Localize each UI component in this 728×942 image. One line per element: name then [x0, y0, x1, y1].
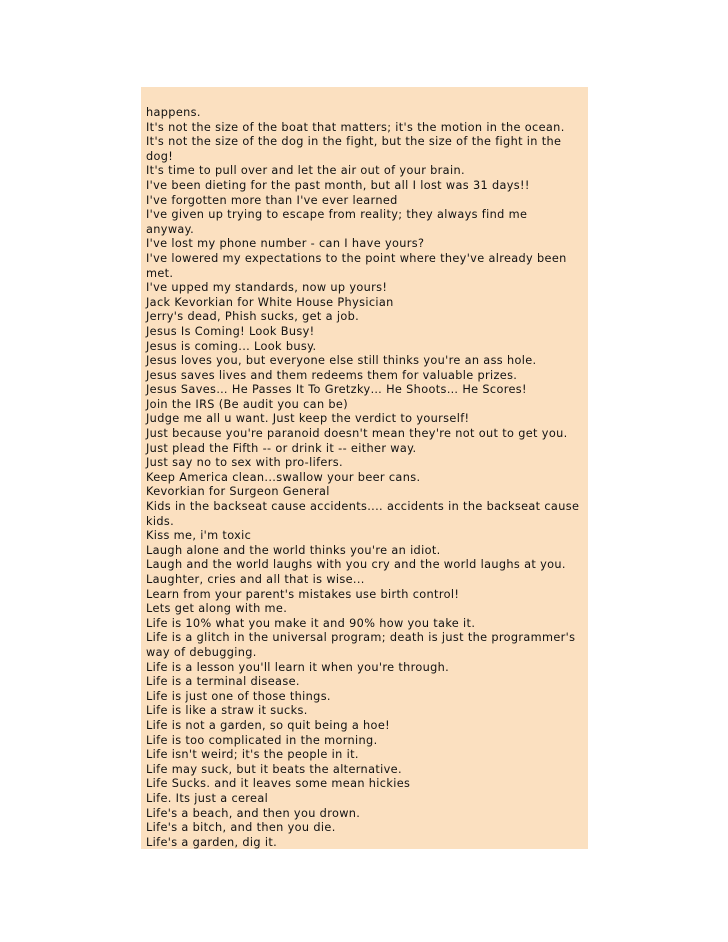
text-line: Jesus loves you, but everyone else still thinks you're an ass hole. [146, 354, 537, 368]
text-line: Jesus is coming... Look busy. [146, 339, 317, 353]
text-line: way of debugging. [146, 645, 257, 659]
text-line: anyway. [146, 222, 195, 236]
text-line: Life is a glitch in the universal program; death is just the programmer's [146, 631, 576, 645]
text-line: Laugh and the world laughs with you cry and the world laughs at you. [146, 558, 566, 572]
text-line: Laughter, cries and all that is wise... [146, 573, 365, 586]
text-line: Jesus saves lives and them redeems them for valuable prizes. [146, 368, 518, 382]
text-line: Life is 10% what you make it and 90% how you take it. [146, 616, 476, 630]
text-line: Life may suck, but it beats the alternative. [146, 762, 402, 776]
text-line: Jerry's dead, Phish sucks, get a job. [146, 310, 360, 324]
text-line: Jesus Saves… He Passes It To Gretzky… He Shoots… He Scores! [146, 383, 527, 397]
text-line: Life is a terminal disease. [146, 675, 300, 689]
text-line: Learn from your parent's mistakes use birth control! [146, 587, 460, 601]
text-line: Just say no to sex with pro-lifers. [146, 456, 343, 470]
text-line: Judge me all u want. Just keep the verdict to yourself! [146, 412, 470, 426]
text-line: Life's a beach, and then you drown. [146, 806, 361, 820]
text-line: I've forgotten more than I've ever learned [146, 193, 398, 207]
text-line: I've lowered my expectations to the point where they've already been [146, 251, 567, 265]
text-line: Lets get along with me. [146, 602, 288, 616]
text-line: met. [146, 266, 174, 280]
text-line: I've been dieting for the past month, but all I lost was 31 days!! [146, 178, 530, 192]
text-line: I've given up trying to escape from reality; they always find me [146, 208, 528, 222]
text-line: Life is not a garden, so quit being a hoe! [146, 718, 390, 732]
text-line: Life's a garden, dig it. [146, 835, 278, 849]
text-line: Life is a lesson you'll learn it when you're through. [146, 660, 450, 674]
text-line: Life's a bitch, and then you die. [146, 821, 336, 835]
text-line: Join the IRS (Be audit you can be) [146, 397, 348, 411]
text-line: Laugh alone and the world thinks you're an idiot. [146, 543, 441, 557]
text-line: Life is too complicated in the morning. [146, 733, 378, 747]
text-line: I've lost my phone number - can I have yours? [146, 237, 425, 251]
text-line: Life is just one of those things. [146, 689, 331, 703]
text-line: I've upped my standards, now up yours! [146, 281, 388, 295]
quote-text-block [141, 87, 588, 849]
text-line: Life. Its just a cereal [146, 791, 269, 805]
text-line: Keep America clean...swallow your beer cans. [146, 470, 421, 484]
text-line: It's time to pull over and let the air out of your brain. [146, 164, 465, 178]
text-line: kids. [146, 514, 175, 528]
text-line: It's not the size of the dog in the fight, but the size of the fight in the [146, 135, 562, 149]
text-line: dog! [146, 149, 174, 163]
text-line: Jack Kevorkian for White House Physician [146, 295, 394, 309]
text-line: happens. [146, 106, 201, 119]
text-line: Life isn't weird; it's the people in it. [146, 748, 359, 762]
text-line: Kids in the backseat cause accidents.... accidents in the backseat cause [146, 500, 580, 514]
text-line: It's not the size of the boat that matters; it's the motion in the ocean. [146, 120, 565, 134]
text-line: Life is like a straw it sucks. [146, 704, 308, 718]
text-line: Just because you're paranoid doesn't mean they're not out to get you. [146, 427, 568, 441]
text-line: Kevorkian for Surgeon General [146, 485, 330, 499]
text-line: Life Sucks. and it leaves some mean hickies [146, 777, 411, 791]
text-line: Kiss me, i'm toxic [146, 529, 252, 543]
text-line: Just plead the Fifth -- or drink it -- either way. [146, 441, 417, 455]
text-line: Jesus Is Coming! Look Busy! [146, 324, 315, 338]
